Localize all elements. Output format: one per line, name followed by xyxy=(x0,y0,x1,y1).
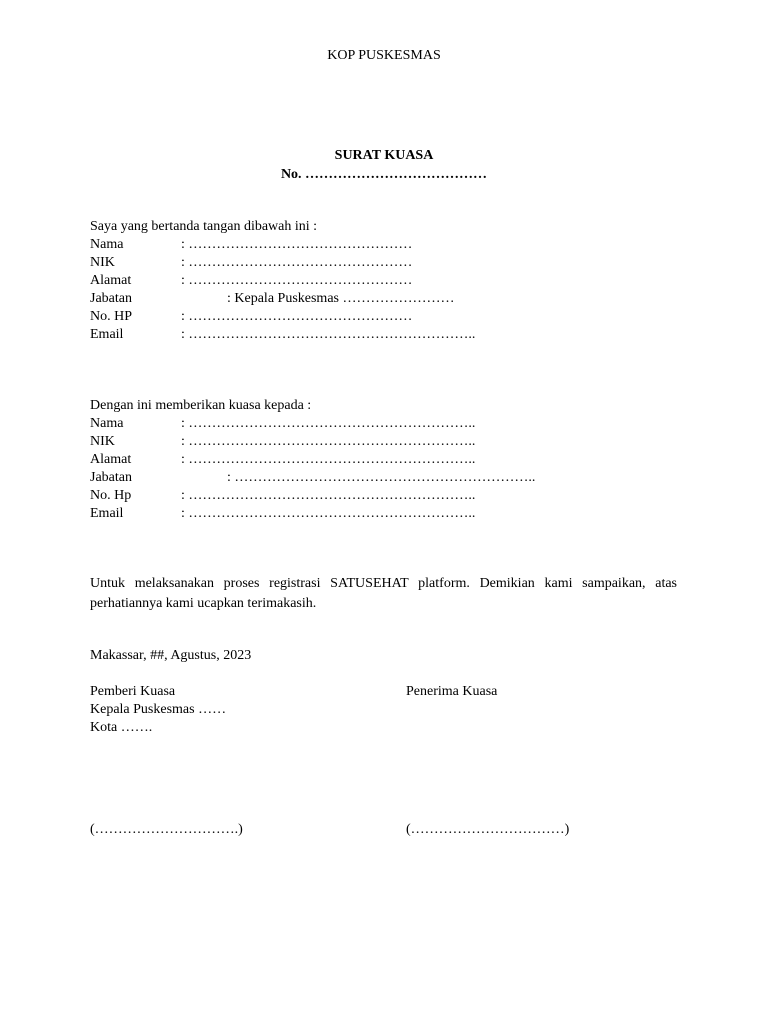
field-value: : ………………………………………… xyxy=(181,255,413,270)
field-label: No. Hp xyxy=(90,488,132,503)
place-date: Makassar, ##, Agustus, 2023 xyxy=(90,648,252,663)
grantor-signature-name: (………………………….) xyxy=(90,822,243,837)
document-number: No. ………………………………… xyxy=(280,167,488,182)
field-value: : ……………………………………………………….. xyxy=(227,470,536,485)
field-label: Email xyxy=(90,327,124,342)
field-label: Nama xyxy=(90,416,124,431)
field-label: Nama xyxy=(90,237,124,252)
field-label: NIK xyxy=(90,434,115,449)
grantee-row-email xyxy=(90,505,710,523)
grantor-row-email xyxy=(90,326,710,344)
field-label: Alamat xyxy=(90,273,132,288)
grantee-row-nik xyxy=(90,433,710,451)
grantor-row-nama xyxy=(90,236,710,254)
field-label: Email xyxy=(90,506,124,521)
grantor-row-no-hp xyxy=(90,308,710,326)
grantee-row-nama xyxy=(90,415,710,433)
grantee-signature-name: (……………………………) xyxy=(406,822,570,837)
closing-paragraph: Untuk melaksanakan proses registrasi SATUSEHAT platform. Demikian kami sampaikan, atas perhatiannya kami ucapkan terimakasih. xyxy=(90,576,677,611)
grantor-row-alamat xyxy=(90,272,710,290)
grantor-position: Kepala Puskesmas …… xyxy=(90,702,227,717)
field-label: NIK xyxy=(90,255,115,270)
field-value: : …………………………………………………….. xyxy=(181,327,476,342)
field-value: : Kepala Puskesmas …………………… xyxy=(227,291,455,306)
field-value: : …………………………………………………….. xyxy=(181,434,476,449)
field-value: : …………………………………………………….. xyxy=(181,488,476,503)
grantor-intro: Saya yang bertanda tangan dibawah ini : xyxy=(90,219,318,234)
field-label: Alamat xyxy=(90,452,132,467)
field-value: : …………………………………………………….. xyxy=(181,416,476,431)
field-label: No. HP xyxy=(90,309,133,324)
field-value: : ………………………………………… xyxy=(181,273,413,288)
grantee-signature-title: Penerima Kuasa xyxy=(406,684,498,699)
field-value: : ………………………………………… xyxy=(181,237,413,252)
field-label: Jabatan xyxy=(90,291,132,306)
grantor-city: Kota ……. xyxy=(90,720,153,735)
document-title: SURAT KUASA xyxy=(334,148,434,163)
grantee-intro: Dengan ini memberikan kuasa kepada : xyxy=(90,398,312,413)
grantor-signature-title: Pemberi Kuasa xyxy=(90,684,176,699)
letterhead-placeholder: KOP PUSKESMAS xyxy=(327,48,441,63)
grantee-row-no-hp xyxy=(90,487,710,505)
grantee-row-jabatan xyxy=(90,469,710,487)
grantee-row-alamat xyxy=(90,451,710,469)
field-label: Jabatan xyxy=(90,470,132,485)
grantor-row-jabatan xyxy=(90,290,710,308)
field-value: : …………………………………………………….. xyxy=(181,452,476,467)
grantor-row-nik xyxy=(90,254,710,272)
field-value: : ………………………………………… xyxy=(181,309,413,324)
field-value: : …………………………………………………….. xyxy=(181,506,476,521)
